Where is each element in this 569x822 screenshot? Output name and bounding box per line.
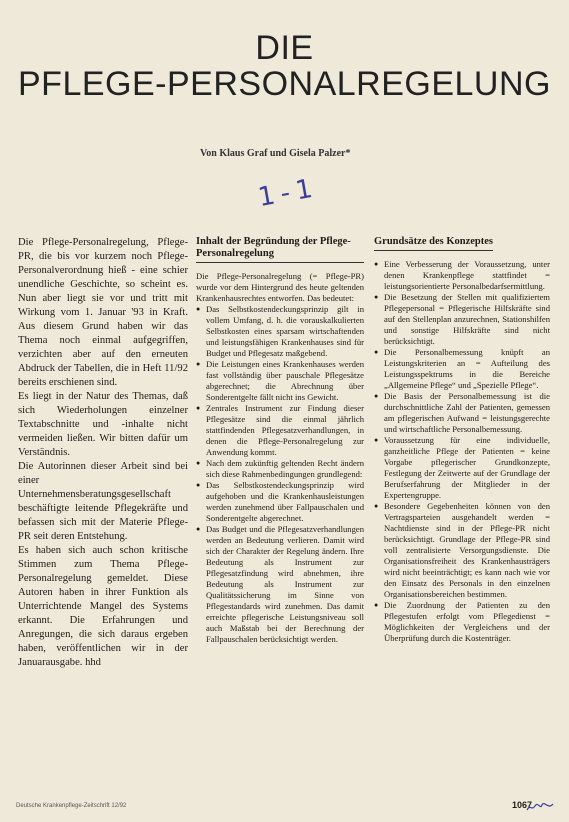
list-item: ● Zentrales Instrument zur Findung dieser Pflegesätze sind die einmal jährlich stattfindenden Pflegesatzverhandlungen, in denen die Pflege-Personalregelung zur Anwendung kommt. <box>196 403 364 458</box>
intro-paragraph: Es haben sich auch schon kritische Stimmen zum Thema Pflege-Personalregelung gemeldet. Diese Autoren haben in ihrer Funktion als Unterrichtende Mangel des Systems erkannt. Die Erfahrungen und Anregungen, die sich daraus ergeben haben, veröffentlichen wir in der Januarausgabe. hhd <box>18 545 188 668</box>
section-heading: Inhalt der Begründung der Pflege-Personalregelung <box>196 236 364 263</box>
list-item: ● Besondere Gegebenheiten können von den Vertragsparteien ausgehandelt werden = Nachtdienste sind in der Pflege-PR nicht berücksichtigt. Grundlage der Pflege-PR sind voll zentralisierte Versorgungsdienste. Die Organisationsfreiheit des Krankenhausträgers wird nicht beeinträchtigt; es kann nach wie vor den Einsatz des Personals in den einzelnen Organisationsbereichen bestimmen. <box>374 501 550 600</box>
list-item: ● Voraussetzung für eine individuelle, ganzheitliche Pflege der Patienten = keine Vorgabe pflegerischer Grundkonzepte, Festlegung der Zeitwerte auf der Grundlage der Berufserfahrung der Mitglieder in der Expertengruppe. <box>374 435 550 501</box>
title-line-2: PFLEGE-PERSONALREGELUNG <box>18 65 551 103</box>
handwritten-scribble-icon <box>526 802 554 812</box>
intro-paragraph: Es liegt in der Natur des Themas, daß sich Wiederholungen einzelner Textabschnitte und -inhalte nicht vermeiden ließen. Wir bitten dafür um Verständnis. <box>18 391 188 458</box>
list-item: ● Die Basis der Personalbemessung ist die durchschnittliche Zahl der Patienten, gemessen am pflegerischen Aufwand = leistungsgerechte und wirtschaftliche Personalbemessung. <box>374 391 550 435</box>
list-item: ● Die Zuordnung der Patienten zu den Pflegestufen erfolgt vom Pflegedienst = Möglichkeiten der Vergleichens und der Überprüfung durch die Kostenträger. <box>374 600 550 644</box>
bullet-list <box>196 304 364 645</box>
list-item: ● Das Budget und die Pflegesatzverhandlungen werden an Bedeutung verlieren. Damit wird sich der Charakter der Regelung ändern. Ihre Bedeutung als Instrument zur Pflegesatzfindung wird abnehmen, ihre Bedeutung als Instrument zur Qualitätssicherung im Sinne von Pflegestandards wird zunehmen. Das damit erreichte pflegerische Leistungsniveau soll auch Maßstab bei der Berechnung der Fallpauschalen berücksichtigt werden. <box>196 524 364 645</box>
byline: Von Klaus Graf und Gisela Palzer* <box>200 148 351 159</box>
intro-paragraph: Die Autorinnen dieser Arbeit sind bei einer Unternehmensberatungsgesellschaft beschäftigte leitende Pflegekräfte und befassen sich mit der Materie Pflege-PR seit deren Entstehung. <box>18 461 188 542</box>
principles-column <box>374 236 550 644</box>
list-item: ● Die Leistungen eines Krankenhauses werden fast vollständig über pauschale Pflegesätze abgerechnet; die Abrechnung über Sonderentgelte fällt nicht ins Gewicht. <box>196 359 364 403</box>
title-line-1: DIE <box>255 29 314 67</box>
section-intro: Die Pflege-Personalregelung (= Pflege-PR) wurde vor dem Hintergrund des heute geltenden Krankenhausrechtes entworfen. Das bedeutet: <box>196 271 364 303</box>
list-item: ● Eine Verbesserung der Voraussetzung, unter denen Krankenpflege stattfindet = leistungsorientierte Personalbedarfsermittlung. <box>374 259 550 292</box>
list-item: ● Nach dem zukünftig geltenden Recht ändern sich diese Rahmenbedingungen grundlegend: <box>196 458 364 480</box>
list-item: ● Das Selbstkostendeckungsprinzip gilt in vollem Umfang, d. h. die vorauskalkulierten Selbstkosten eines sparsam wirtschaftenden und leistungsfähigen Krankenhauses sind für Budget und Pflegesatz maßgebend. <box>196 304 364 359</box>
handwritten-note: 1-1 <box>255 172 321 214</box>
bullet-list <box>374 259 550 644</box>
page-number: 1067 <box>512 800 533 810</box>
footer-source: Deutsche Krankenpflege-Zeitschrift 12/92 <box>16 803 127 809</box>
list-item: ● Die Personalbemessung knüpft an Leistungskriterien an = Aufteilung des Leistungsspektrums in die Bereiche „Allgemeine Pflege“ und „Spezielle Pflege“. <box>374 347 550 391</box>
justification-column <box>196 236 364 645</box>
list-item: ● Das Selbstkostendeckungsprinzip wird aufgehoben und die Krankenhausleistungen werden zunehmend über Fallpauschalen und Sonderentgelte abgerechnet. <box>196 480 364 524</box>
list-item: ● Die Besetzung der Stellen mit qualifiziertem Pflegepersonal = Pflegerische Hilfskräfte sind auf den Stellenplan anzurechnen, Stationshilfen und sonstige Hilfskräfte sind nicht berücksichtigt. <box>374 292 550 347</box>
intro-paragraph: Die Pflege-Personalregelung, Pflege-PR, die bis vor kurzem noch Pflege-Personalverordnung hieß - eine schier unendliche Geschichte, so scheint es. Nun aber liegt sie vor und tritt mit Wirkung vom 1. Januar '93 in Kraft. Aus diesem Grund haben wir das Thema noch einmal aufgegriffen, verzichten aber auf den erneuten Abdruck der Tabellen, die in Heft 11/92 bereits erschienen sind. <box>18 237 188 388</box>
section-heading: Grundsätze des Konzeptes <box>374 236 493 251</box>
intro-column <box>18 236 188 670</box>
